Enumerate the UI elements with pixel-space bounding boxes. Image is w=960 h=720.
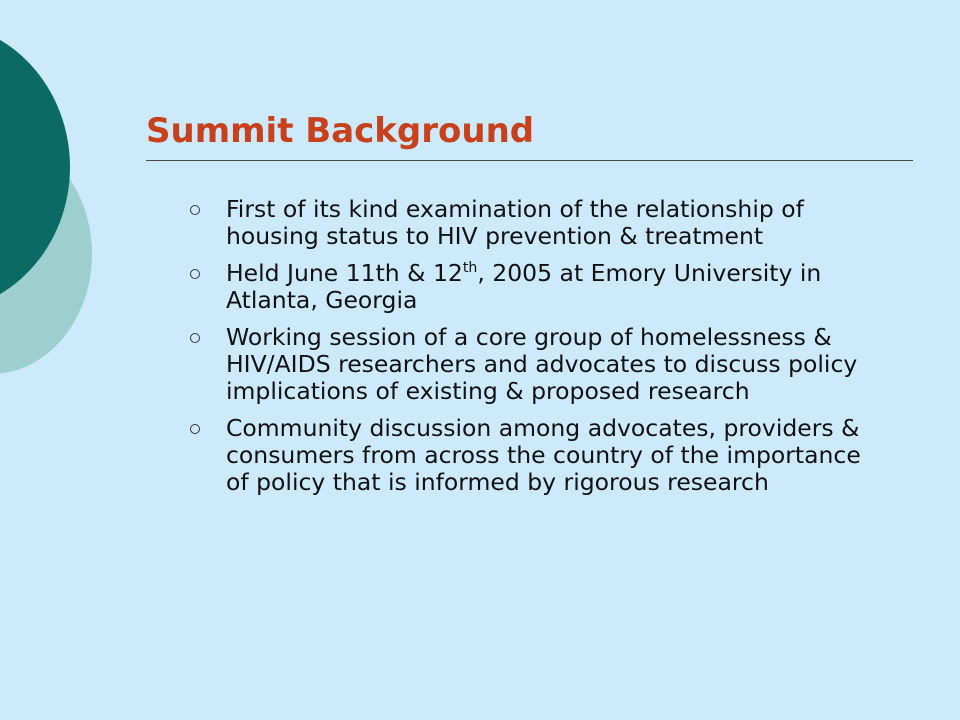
bullet-text: First of its kind examination of the relationship of housing status to HIV prevention & treatment [226,195,804,250]
bullet-list [186,196,876,506]
title-divider [146,160,913,161]
bullet-text: Working session of a core group of homelessness & HIV/AIDS researchers and advocates to discuss policy implications of existing & proposed research [226,323,858,405]
ordinal-superscript: th [462,260,478,277]
bullet-circle-icon [190,269,200,279]
bullet-text-end: , 2005 at Emory University in Atlanta, Georgia [226,259,822,314]
bullet-circle-icon [190,205,200,215]
bullet-circle-icon [190,333,200,343]
bullet-text-start: Held June 11th & 12 [226,259,463,287]
bullet-circle-icon [190,424,200,434]
bullet-item-2 [186,260,876,314]
bullet-item-3 [186,324,876,405]
slide-title: Summit Background [146,111,535,151]
bullet-item-4 [186,415,876,496]
bullet-item-1 [186,196,876,250]
bullet-text: Community discussion among advocates, providers & consumers from across the country of the importance of policy that is informed by rigorous research [226,414,861,496]
